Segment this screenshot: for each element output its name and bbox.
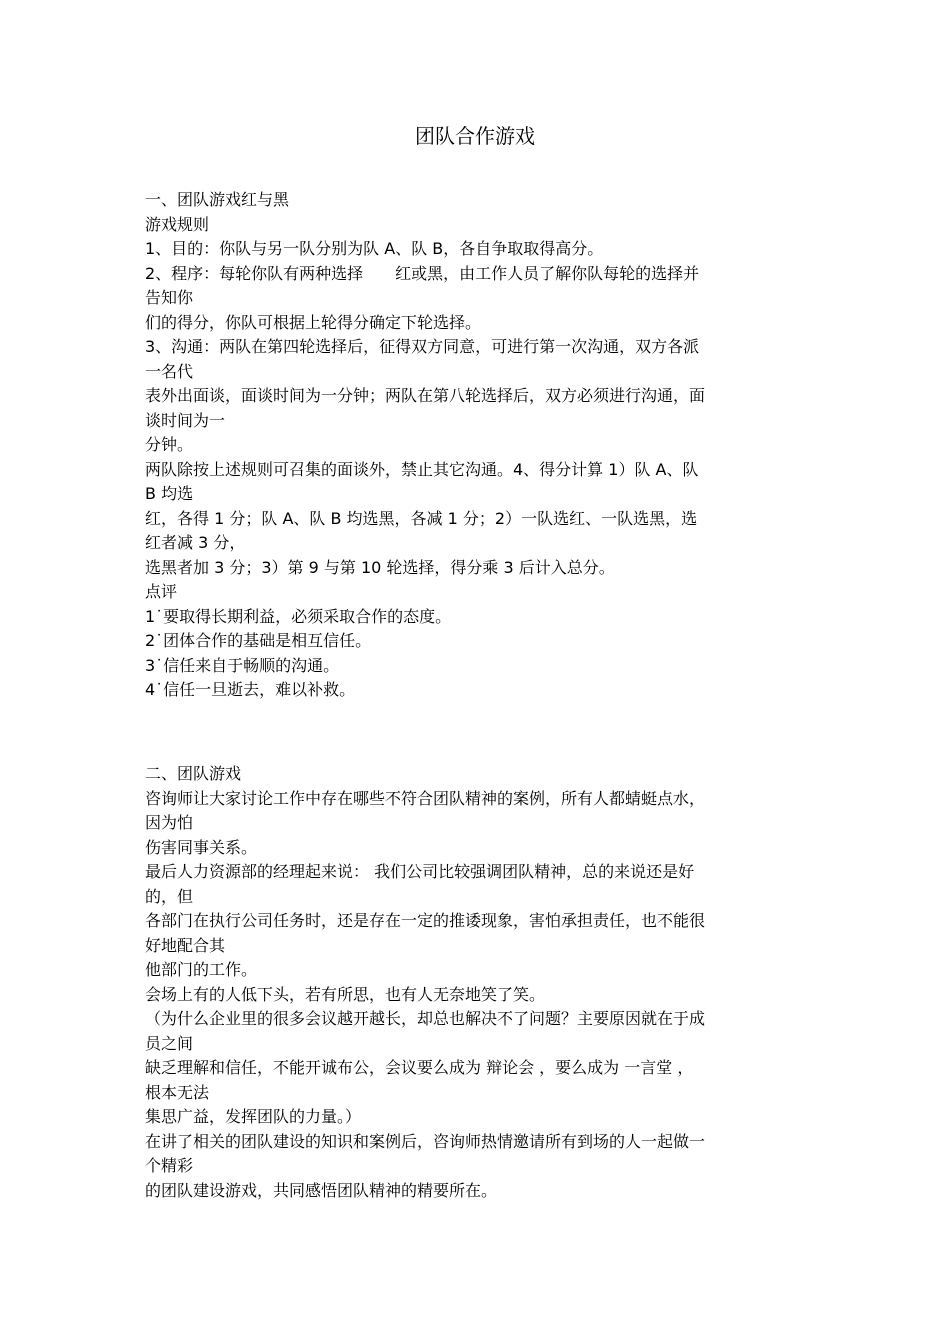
section-team-game xyxy=(145,762,815,1203)
text-line: 集思广益，发挥团队的力量。） xyxy=(145,1107,362,1126)
text-line: 咨询师让大家讨论工作中存在哪些不符合团队精神的案例，所有人都蜻蜓点水， xyxy=(145,788,706,808)
text-line: 两队除按上述规则可召集的面谈外，禁止其它沟通。4、得分计算 1）队 A、队 xyxy=(145,459,699,479)
text-line: 员之间 xyxy=(145,1033,194,1053)
section-heading: 二、团队游戏 xyxy=(145,764,242,783)
text-line: 选黑者加 3 分；3）第 9 与第 10 轮选择，得分乘 3 后计入总分。 xyxy=(145,557,615,577)
comment-item: 3˙信任来自于畅顺的沟通。 xyxy=(145,655,340,675)
text-line: 根本无法 xyxy=(145,1082,210,1102)
text-line: 红者减 3 分， xyxy=(145,533,246,552)
section-red-black-game xyxy=(145,188,815,703)
text-line: 红，各得 1 分；队 A、队 B 均选黑，各减 1 分；2）一队选红、一队选黑，选 xyxy=(145,508,698,528)
subheading-comments: 点评 xyxy=(145,582,178,601)
text-line: 各部门在执行公司任务时，还是存在一定的推诿现象，害怕承担责任，也不能很 xyxy=(145,911,706,930)
text-line: 的团队建设游戏，共同感悟团队精神的精要所在。 xyxy=(145,1180,498,1200)
comment-item: 2˙团体合作的基础是相互信任。 xyxy=(145,631,372,650)
text-line: 的，但 xyxy=(145,886,194,906)
text-line: 谈时间为一 xyxy=(145,410,226,430)
text-line: 缺乏理解和信任，不能开诚布公，会议要么成为 辩论会 ，要么成为 一言堂 ， xyxy=(145,1058,694,1077)
text-line: B 均选 xyxy=(145,484,194,503)
text-line: 最后人力资源部的经理起来说： 我们公司比较强调团队精神，总的来说还是好 xyxy=(145,862,695,881)
text-line: 在讲了相关的团队建设的知识和案例后，咨询师热情邀请所有到场的人一起做一 xyxy=(145,1131,706,1151)
text-line: 好地配合其 xyxy=(145,935,226,955)
text-line: 3、沟通：两队在第四轮选择后，征得双方同意，可进行第一次沟通，双方各派 xyxy=(145,337,700,356)
section-heading: 一、团队游戏红与黑 xyxy=(145,190,290,209)
document-title: 团队合作游戏 xyxy=(415,124,535,148)
text-line: 2、程序：每轮你队有两种选择 红或黑，由工作人员了解你队每轮的选择并 xyxy=(145,263,700,283)
text-line: 表外出面谈，面谈时间为一分钟；两队在第八轮选择后，双方必须进行沟通，面 xyxy=(145,386,706,405)
text-line: 分钟。 xyxy=(145,435,194,454)
subheading-rules: 游戏规则 xyxy=(145,214,210,234)
text-line: 1、目的：你队与另一队分别为队 A、队 B，各自争取取得高分。 xyxy=(145,239,604,258)
comment-item: 4˙信任一旦逝去，难以补救。 xyxy=(145,680,356,699)
text-line: 们的得分，你队可根据上轮得分确定下轮选择。 xyxy=(145,312,482,332)
text-line: 伤害同事关系。 xyxy=(145,837,258,857)
text-line: 告知你 xyxy=(145,288,194,307)
text-line: 会场上有的人低下头，若有所思，也有人无奈地笑了笑。 xyxy=(145,984,546,1004)
text-line: 一名代 xyxy=(145,361,194,381)
comment-item: 1˙要取得长期利益，必须采取合作的态度。 xyxy=(145,606,452,626)
text-line: （为什么企业里的很多会议越开越长，却总也解决不了问题？主要原因就在于成 xyxy=(145,1009,706,1028)
text-line: 因为怕 xyxy=(145,813,194,832)
text-line: 个精彩 xyxy=(145,1156,194,1175)
text-line: 他部门的工作。 xyxy=(145,960,258,979)
